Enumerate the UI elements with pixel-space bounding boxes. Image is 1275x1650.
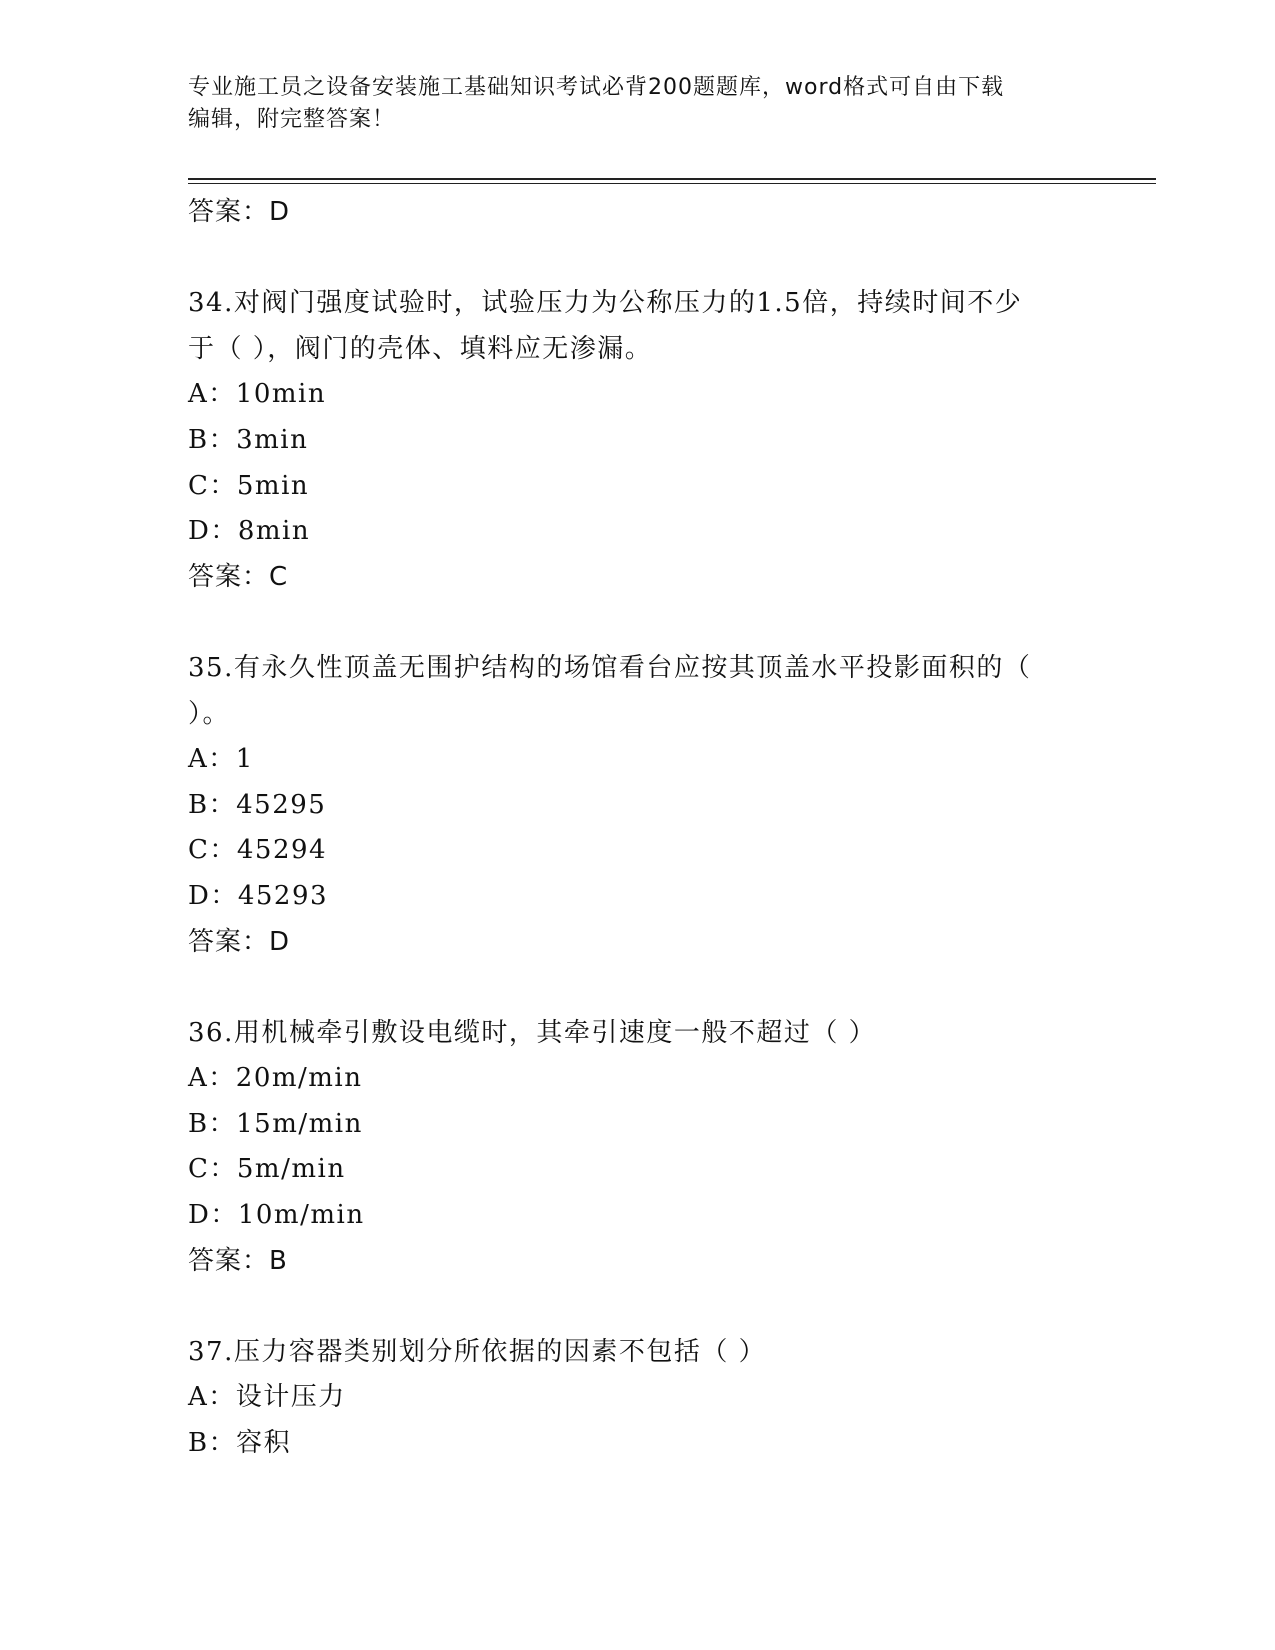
question-stem: 35.有永久性顶盖无围护结构的场馆看台应按其顶盖水平投影面积的（	[188, 652, 1032, 683]
header-title-line2: 编辑，附完整答案！	[188, 107, 396, 132]
option-b: B：45295	[188, 789, 327, 820]
option-c: C：5min	[188, 470, 310, 501]
header-divider-thin	[188, 183, 1156, 184]
option-a: A：设计压力	[188, 1382, 346, 1413]
option-a: A：1	[188, 744, 254, 775]
question-stem: 36.用机械牵引敷设电缆时，其牵引速度一般不超过（ ）	[188, 1017, 877, 1048]
spacer	[188, 1284, 1088, 1330]
question-stem: 37.压力容器类别划分所依据的因素不包括（ ）	[188, 1336, 767, 1367]
option-a: A：20m/min	[188, 1063, 363, 1094]
answer-line: 答案：C	[188, 561, 289, 592]
question-list	[188, 190, 1088, 1467]
answer-line: 答案：B	[188, 1245, 288, 1276]
option-a: A：10min	[188, 379, 327, 410]
header-divider-thick	[188, 178, 1156, 180]
answer-line: 答案：D	[188, 197, 291, 227]
spacer	[188, 600, 1088, 646]
option-c: C：5m/min	[188, 1154, 346, 1185]
option-d: D：8min	[188, 516, 311, 547]
question-37	[188, 1330, 1088, 1467]
page-header	[188, 72, 1088, 136]
header-title-line1: 专业施工员之设备安装施工基础知识考试必背200题题库，word格式可自由下载	[188, 75, 1005, 100]
option-b: B：3min	[188, 424, 309, 455]
question-35	[188, 646, 1088, 965]
question-36	[188, 1011, 1088, 1285]
answer-line: 答案：D	[188, 926, 291, 957]
spacer	[188, 965, 1088, 1011]
option-d: D：10m/min	[188, 1200, 365, 1231]
option-b: B：15m/min	[188, 1108, 363, 1139]
option-d: D：45293	[188, 880, 329, 911]
spacer	[188, 236, 1088, 282]
option-c: C：45294	[188, 835, 328, 866]
question-34	[188, 281, 1088, 600]
question-stem-cont: ）。	[188, 698, 231, 729]
question-stem: 34.对阀门强度试验时，试验压力为公称压力的1.5倍，持续时间不少	[188, 288, 1023, 319]
option-b: B：容积	[188, 1428, 292, 1459]
question-stem-cont: 于（ ），阀门的壳体、填料应无渗漏。	[188, 333, 653, 364]
